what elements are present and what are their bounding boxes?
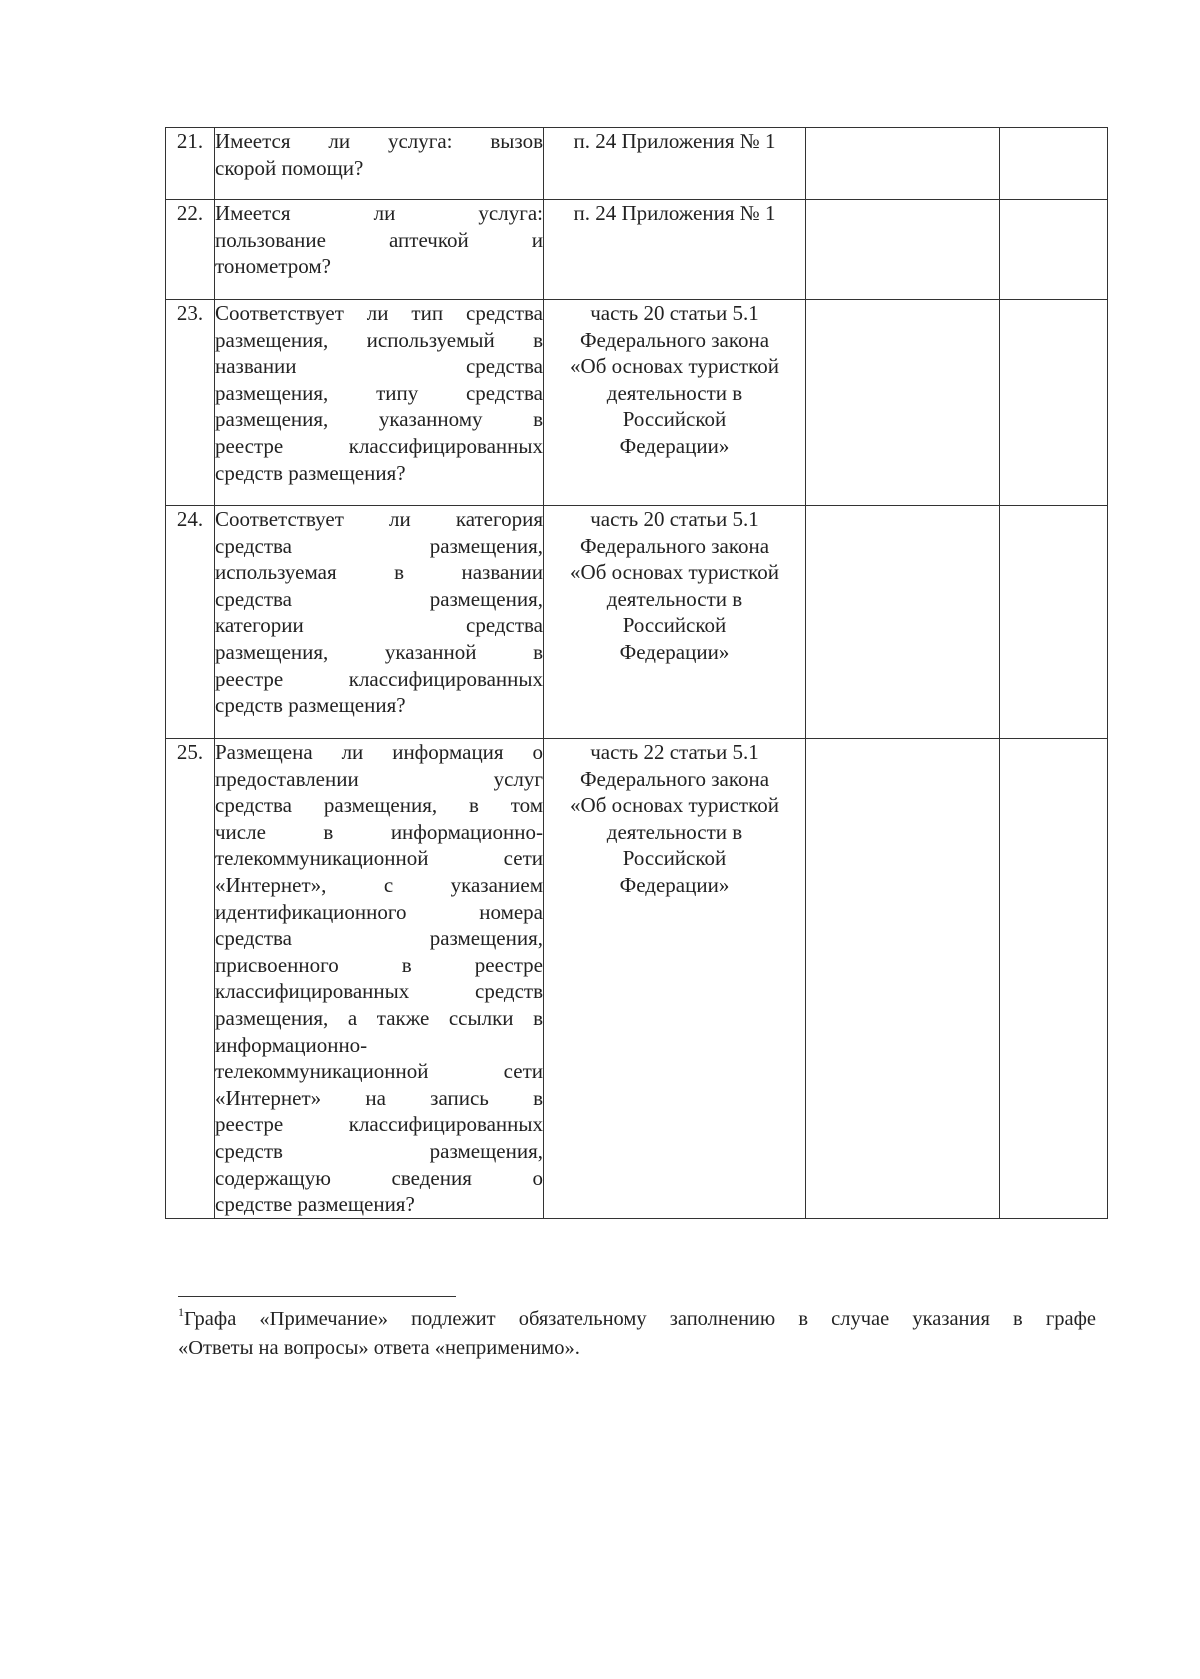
- question-line: «Интернет», с указанием: [215, 872, 543, 897]
- question-line: предоставлении услуг: [215, 766, 543, 791]
- question-line: средства размещения, в том: [215, 793, 543, 818]
- reference-line: Федерального закона: [579, 327, 770, 352]
- question-line: Соответствует ли тип средства: [215, 301, 543, 325]
- question-line: телекоммуникационной сети: [215, 1059, 543, 1084]
- question-cell: [215, 300, 544, 506]
- legal-reference-cell: [544, 200, 806, 300]
- footnote-separator: [178, 1296, 456, 1297]
- reference-line: Федерации»: [619, 872, 730, 897]
- answer-cell: [806, 506, 1000, 739]
- question-line: средства размещения,: [215, 926, 543, 951]
- question-line: размещения, указанному в: [215, 407, 543, 432]
- question-line: реестре классифицированных: [215, 433, 543, 458]
- table-row: [166, 200, 1108, 300]
- reference-line: «Об основах туристкой: [570, 354, 779, 379]
- question-line: средства размещения,: [215, 533, 543, 558]
- reference-line: часть 20 статьи 5.1: [590, 301, 759, 325]
- question-line: пользование аптечкой и: [215, 227, 543, 252]
- note-cell: [1000, 200, 1108, 300]
- question-line: размещения, а также ссылки в: [215, 1005, 543, 1030]
- question-line: информационно-: [215, 1032, 368, 1057]
- table-row: [166, 506, 1108, 739]
- question-line: размещения, типу средства: [215, 380, 543, 405]
- reference-line: Федерации»: [619, 639, 730, 664]
- note-cell: [1000, 506, 1108, 739]
- row-number: 21.: [166, 128, 215, 200]
- checklist-table: [165, 127, 1108, 1219]
- question-line: реестре классифицированных: [215, 666, 543, 691]
- question-line: названии средства: [215, 354, 543, 379]
- reference-line: п. 24 Приложения № 1: [573, 129, 776, 153]
- question-line: классифицированных средств: [215, 979, 543, 1004]
- question-line: «Интернет» на запись в: [215, 1085, 543, 1110]
- question-cell: [215, 128, 544, 200]
- answer-cell: [806, 300, 1000, 506]
- question-line: средств размещения?: [215, 693, 406, 718]
- question-line: Размещена ли информация о: [215, 740, 543, 764]
- question-line: Имеется ли услуга:: [215, 201, 543, 225]
- legal-reference-cell: [544, 300, 806, 506]
- reference-line: деятельности в: [606, 819, 743, 844]
- question-line: средств размещения,: [215, 1138, 543, 1163]
- reference-line: Российской: [622, 407, 727, 432]
- reference-line: Федерации»: [619, 433, 730, 458]
- question-line: числе в информационно-: [215, 819, 543, 844]
- question-cell: [215, 506, 544, 739]
- question-line: телекоммуникационной сети: [215, 846, 543, 871]
- reference-line: деятельности в: [606, 586, 743, 611]
- legal-reference-cell: [544, 128, 806, 200]
- row-number: 24.: [166, 506, 215, 739]
- question-line: Имеется ли услуга: вызов: [215, 129, 543, 153]
- row-number: 23.: [166, 300, 215, 506]
- footnote-text-1: Графа «Примечание» подлежит обязательному заполнению в случае указания в графе: [184, 1308, 1096, 1330]
- question-line: используемая в названии: [215, 560, 543, 585]
- reference-line: «Об основах туристкой: [570, 793, 779, 818]
- row-number: 25.: [166, 739, 215, 1219]
- answer-cell: [806, 739, 1000, 1219]
- note-cell: [1000, 128, 1108, 200]
- answer-cell: [806, 128, 1000, 200]
- note-cell: [1000, 300, 1108, 506]
- question-line: содержащую сведения о: [215, 1165, 543, 1190]
- question-line: присвоенного в реестре: [215, 952, 543, 977]
- reference-line: Российской: [622, 613, 727, 638]
- footnote-marker: 1: [178, 1305, 184, 1319]
- answer-cell: [806, 200, 1000, 300]
- reference-line: деятельности в: [606, 380, 743, 405]
- question-line: тонометром?: [215, 254, 331, 279]
- footnote-line-1: [178, 1305, 1096, 1334]
- question-line: скорой помощи?: [215, 155, 364, 180]
- question-line: категории средства: [215, 613, 543, 638]
- reference-line: Федерального закона: [579, 766, 770, 791]
- question-line: средства размещения,: [215, 586, 543, 611]
- table-row: [166, 300, 1108, 506]
- question-line: Соответствует ли категория: [215, 507, 543, 531]
- legal-reference-cell: [544, 739, 806, 1219]
- reference-line: п. 24 Приложения № 1: [573, 201, 776, 225]
- legal-reference-cell: [544, 506, 806, 739]
- note-cell: [1000, 739, 1108, 1219]
- reference-line: часть 22 статьи 5.1: [590, 740, 759, 764]
- checklist-table-body: [166, 128, 1108, 1219]
- reference-line: «Об основах туристкой: [570, 560, 779, 585]
- row-number: 22.: [166, 200, 215, 300]
- footnote-line-2: «Ответы на вопросы» ответа «неприменимо».: [178, 1337, 580, 1359]
- question-line: идентификационного номера: [215, 899, 543, 924]
- question-line: размещения, используемый в: [215, 327, 543, 352]
- question-line: средств размещения?: [215, 460, 406, 485]
- question-line: размещения, указанной в: [215, 639, 543, 664]
- question-cell: [215, 200, 544, 300]
- question-cell: [215, 739, 544, 1219]
- reference-line: Российской: [622, 846, 727, 871]
- question-line: средстве размещения?: [215, 1192, 415, 1217]
- reference-line: часть 20 статьи 5.1: [590, 507, 759, 531]
- table-row: [166, 128, 1108, 200]
- footnote: [178, 1305, 1096, 1363]
- question-line: реестре классифицированных: [215, 1112, 543, 1137]
- table-row: [166, 739, 1108, 1219]
- reference-line: Федерального закона: [579, 533, 770, 558]
